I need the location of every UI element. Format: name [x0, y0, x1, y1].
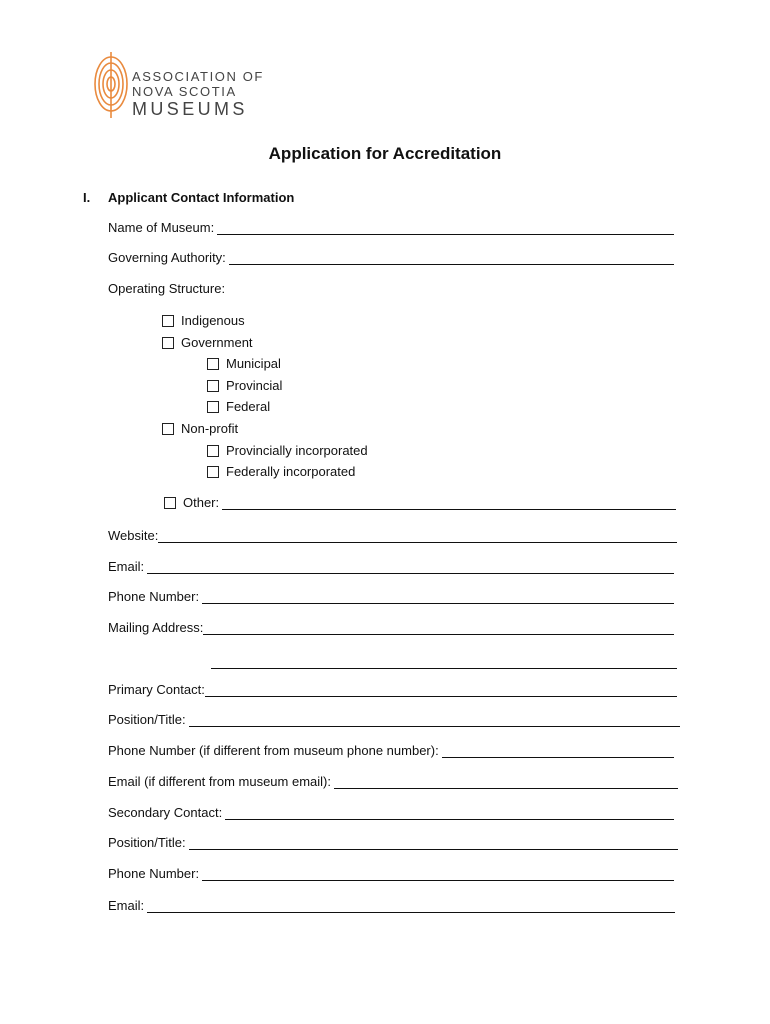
non-profit-label: Non-profit [181, 421, 239, 436]
alt-email-row [108, 774, 678, 789]
museum-name-row [108, 220, 674, 235]
museum-name-label: Name of Museum: [108, 220, 215, 235]
phone-2-row [108, 866, 674, 881]
federally-incorporated-checkbox[interactable] [207, 466, 219, 478]
primary-contact-label: Primary Contact: [108, 682, 205, 697]
alt-phone-row [108, 743, 674, 758]
website-field[interactable] [158, 528, 677, 543]
logo-line-3: MUSEUMS [132, 99, 248, 119]
alt-phone-field[interactable] [442, 743, 674, 758]
federal-option[interactable] [207, 399, 270, 414]
position-title-2-row [108, 835, 678, 850]
logo [94, 50, 274, 122]
phone-2-field[interactable] [202, 866, 674, 881]
alt-email-field[interactable] [334, 774, 678, 789]
mailing-address-row [108, 620, 674, 635]
other-label: Other: [183, 495, 220, 510]
museum-name-field[interactable] [217, 220, 674, 235]
governing-authority-row [108, 250, 674, 265]
federal-label: Federal [226, 399, 271, 414]
secondary-contact-row [108, 805, 674, 820]
municipal-label: Municipal [226, 356, 281, 371]
operating-structure-row [108, 281, 225, 296]
email-label: Email: [108, 559, 145, 574]
secondary-contact-field[interactable] [225, 805, 674, 820]
provincially-incorporated-option[interactable] [207, 443, 368, 458]
logo-line-2: NOVA SCOTIA [132, 84, 237, 99]
municipal-option[interactable] [207, 356, 281, 371]
website-label: Website: [108, 528, 159, 543]
position-title-field[interactable] [189, 712, 680, 727]
federally-incorporated-label: Federally incorporated [226, 464, 356, 479]
email-row [108, 559, 674, 574]
section-title: Applicant Contact Information [108, 190, 295, 205]
email-2-label: Email: [108, 898, 145, 913]
federal-checkbox[interactable] [207, 401, 219, 413]
provincially-incorporated-checkbox[interactable] [207, 445, 219, 457]
indigenous-label: Indigenous [181, 313, 245, 328]
position-title-2-label: Position/Title: [108, 835, 186, 850]
museum-rings-icon [94, 50, 130, 122]
website-row [108, 528, 677, 543]
non-profit-checkbox[interactable] [162, 423, 174, 435]
page-title: Application for Accreditation [268, 144, 502, 163]
position-title-2-field[interactable] [189, 835, 678, 850]
mailing-address-label: Mailing Address: [108, 620, 204, 635]
other-checkbox[interactable] [164, 497, 176, 509]
position-title-row [108, 712, 680, 727]
federally-incorporated-option[interactable] [207, 464, 355, 479]
indigenous-checkbox[interactable] [162, 315, 174, 327]
provincial-option[interactable] [207, 378, 282, 393]
email-2-field[interactable] [147, 898, 675, 913]
phone-2-label: Phone Number: [108, 866, 200, 881]
email-2-row [108, 898, 675, 913]
government-checkbox[interactable] [162, 337, 174, 349]
municipal-checkbox[interactable] [207, 358, 219, 370]
mailing-address-field[interactable] [203, 620, 674, 635]
phone-label: Phone Number: [108, 589, 200, 604]
primary-contact-row [108, 682, 677, 697]
indigenous-option[interactable] [162, 313, 245, 328]
other-option-row [164, 495, 676, 510]
operating-structure-label: Operating Structure: [108, 281, 226, 296]
secondary-contact-label: Secondary Contact: [108, 805, 223, 820]
government-option[interactable] [162, 335, 253, 350]
mailing-address-line-2[interactable] [211, 668, 677, 669]
section-number: I. [83, 190, 91, 205]
governing-authority-field[interactable] [229, 250, 674, 265]
alt-phone-label: Phone Number (if different from museum phone number): [108, 743, 439, 758]
provincial-checkbox[interactable] [207, 380, 219, 392]
phone-field[interactable] [202, 589, 674, 604]
position-title-label: Position/Title: [108, 712, 186, 727]
email-field[interactable] [147, 559, 674, 574]
logo-line-1: ASSOCIATION OF [132, 69, 264, 84]
provincially-incorporated-label: Provincially incorporated [226, 443, 368, 458]
alt-email-label: Email (if different from museum email): [108, 774, 331, 789]
primary-contact-field[interactable] [205, 682, 677, 697]
phone-row [108, 589, 674, 604]
non-profit-option[interactable] [162, 421, 238, 436]
provincial-label: Provincial [226, 378, 283, 393]
governing-authority-label: Governing Authority: [108, 250, 226, 265]
government-label: Government [181, 335, 253, 350]
other-field[interactable] [222, 495, 676, 510]
